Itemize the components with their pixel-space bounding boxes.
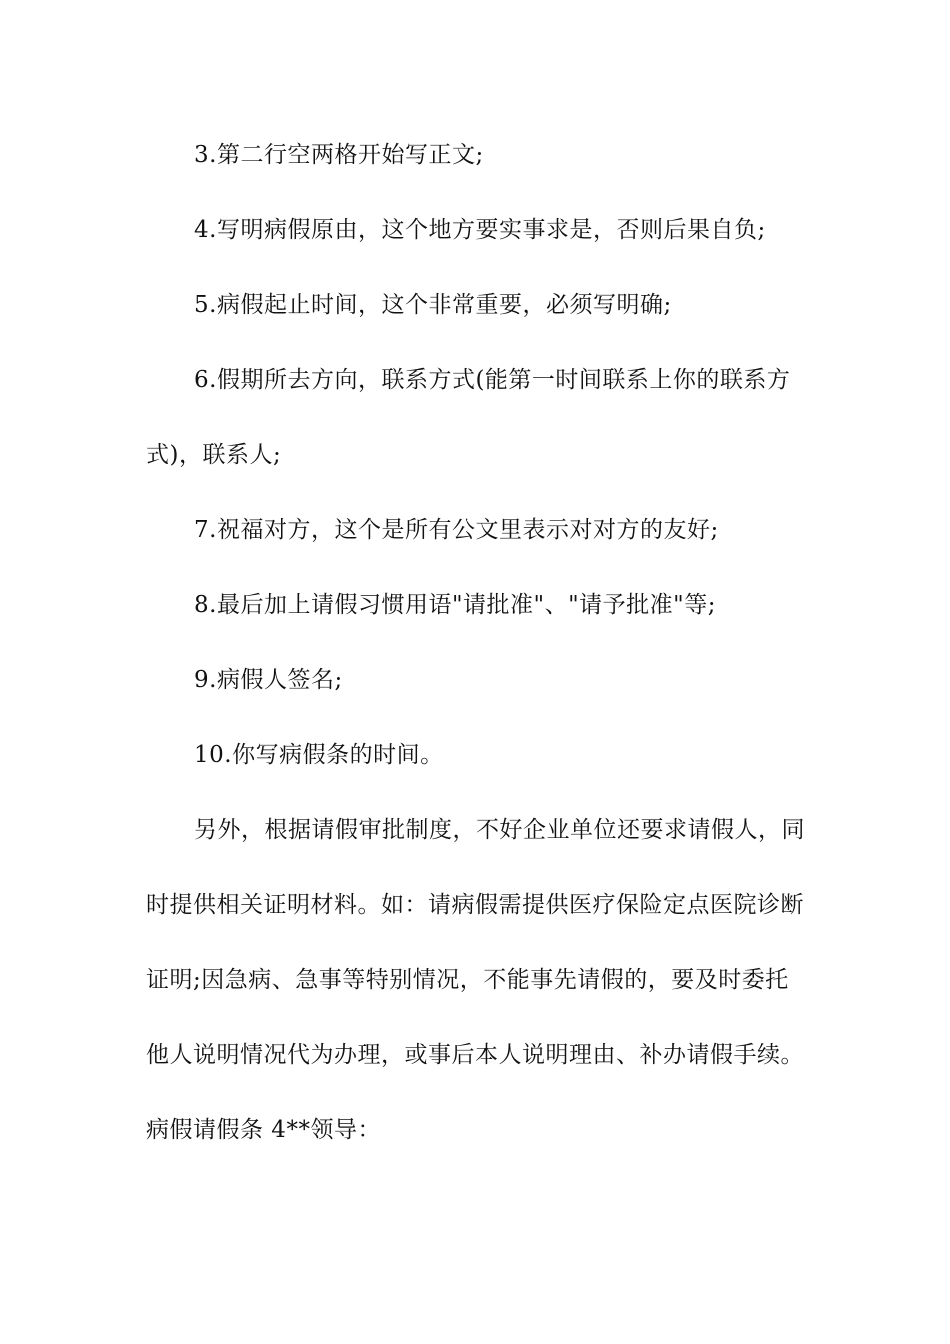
section-heading: 病假请假条 4**领导： — [146, 1117, 381, 1143]
list-item-8: 8.最后加上请假习惯用语"请批准"、"请予批准"等; — [194, 592, 717, 618]
list-item-3: 3.第二行空两格开始写正文; — [194, 142, 484, 168]
body-paragraph: 另外，根据请假审批制度，不好企业单位还要求请假人，同时提供相关证明材料。如：请病假需提供医疗保险定点医院诊断证明;因急病、急事等特别情况，不能事先请假的，要及时委托他人说明情况代为办理，或事后本人说明理由、补办请假手续。 — [146, 817, 805, 1068]
list-item-4: 4.写明病假原由，这个地方要实事求是，否则后果自负; — [194, 217, 766, 243]
list-item-10: 10.你写病假条的时间。 — [194, 742, 444, 768]
list-item-6: 6.假期所去方向，联系方式(能第一时间联系上你的联系方式)，联系人; — [146, 367, 791, 468]
list-item-5: 5.病假起止时间，这个非常重要，必须写明确; — [194, 292, 672, 318]
list-item-9: 9.病假人签名; — [194, 667, 343, 693]
document-body — [146, 118, 806, 1168]
list-item-7: 7.祝福对方，这个是所有公文里表示对对方的友好; — [194, 517, 719, 543]
